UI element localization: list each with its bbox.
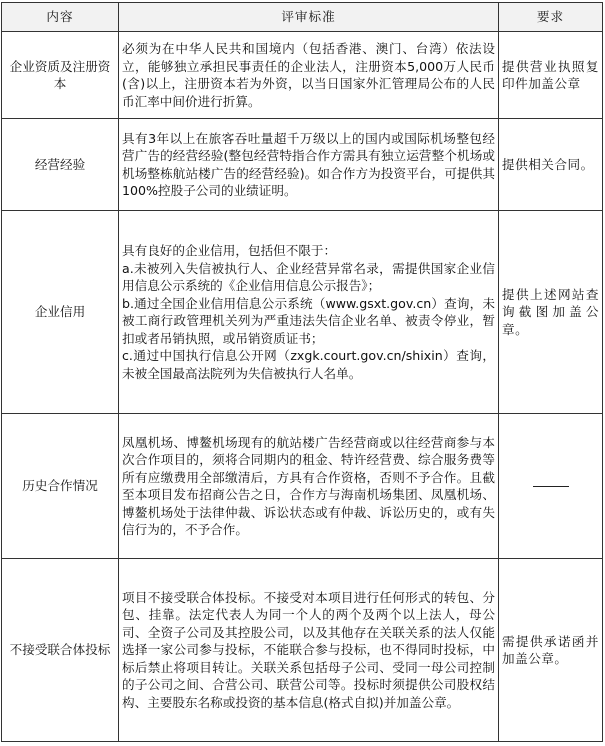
credit-item-a: a.未被列入失信被执行人、企业经营异常名录，需提供国家企业信用信息公示系统的《企业信用信息公示报告》； xyxy=(122,260,495,293)
row-criteria-experience: 具有3年以上在旅客吞吐量超千万级以上的国内或国际机场整包经营广告的经营经验(整包经营特指合作方需具有独立运营整个机场或机场整栋航站楼广告的经营经验)。如合作方为投资平台，可提供其100%控股子公司的业绩证明。 xyxy=(119,119,499,211)
row-requirement-qualification: 提供营业执照复印件加盖公章 xyxy=(499,32,603,119)
table-row xyxy=(2,32,603,119)
row-criteria-qualification: 必须为在中华人民共和国境内（包括香港、澳门、台湾）依法设立，能够独立承担民事责任的企业法人，注册资本5,000万人民币(含)以上，注册资本若为外资，以当日国家外汇管理局公布的人民币汇率中间价进行折算。 xyxy=(119,32,499,119)
credit-item-c: c.通过中国执行信息公开网（zxgk.court.gov.cn/shixin）查询，未被全国最高法院列为失信被执行人名单。 xyxy=(122,348,495,381)
header-content: 内容 xyxy=(2,3,119,32)
table-row xyxy=(2,119,603,211)
requirements-table xyxy=(1,2,603,742)
row-requirement-history xyxy=(499,414,603,559)
row-item-qualification: 企业资质及注册资本 xyxy=(2,32,119,119)
header-requirement: 要求 xyxy=(499,3,603,32)
header-criteria: 评审标准 xyxy=(119,3,499,32)
row-requirement-consortium: 需提供承诺函并加盖公章。 xyxy=(499,559,603,742)
row-criteria-consortium: 项目不接受联合体投标。不接受对本项目进行任何形式的转包、分包、挂靠。法定代表人为同一个人的两个及两个以上法人，母公司、全资子公司及其控股公司，以及其他存在关联关系的法人仅能选择一家公司参与投标，不能联合参与投标，也不得同时投标，中标后禁止将项目转让。关联关系包括母子公司、受同一母公司控制的子公司之间、合营公司、联营公司等。投标时须提供公司股权结构、主要股东名称或投资的基本信息(格式自拟)并加盖公章。 xyxy=(119,559,499,742)
table-row xyxy=(2,559,603,742)
row-item-credit: 企业信用 xyxy=(2,211,119,414)
dash-separator xyxy=(533,486,569,487)
row-item-consortium: 不接受联合体投标 xyxy=(2,559,119,742)
row-requirement-experience: 提供相关合同。 xyxy=(499,119,603,211)
row-item-experience: 经营经验 xyxy=(2,119,119,211)
credit-intro: 具有良好的企业信用，包括但不限于： xyxy=(122,243,337,258)
row-item-history: 历史合作情况 xyxy=(2,414,119,559)
table-row xyxy=(2,211,603,414)
row-criteria-history: 凤凰机场、博鳌机场现有的航站楼广告经营商或以往经营商参与本次合作项目的，须将合同期内的租金、特许经营费、综合服务费等所有应缴费用全部缴清后，方具有合作资格，否则不予合作。且截至本项目发布招商公告之日，合作方与海南机场集团、凤凰机场、博鳌机场处于法律仲裁、诉讼状态或有仲裁、诉讼历史的，或有失信行为的，不予合作。 xyxy=(119,414,499,559)
credit-item-b: b.通过全国企业信用信息公示系统（www.gsxt.gov.cn）查询，未被工商行政管理机关列为严重违法失信企业名单、被责令停业，暂扣或者吊销执照，或吊销资质证书； xyxy=(122,295,495,346)
table-row xyxy=(2,414,603,559)
row-requirement-credit: 提供上述网站查询截图加盖公章。 xyxy=(499,211,603,414)
table-header-row xyxy=(2,3,603,32)
row-criteria-credit xyxy=(119,211,499,414)
